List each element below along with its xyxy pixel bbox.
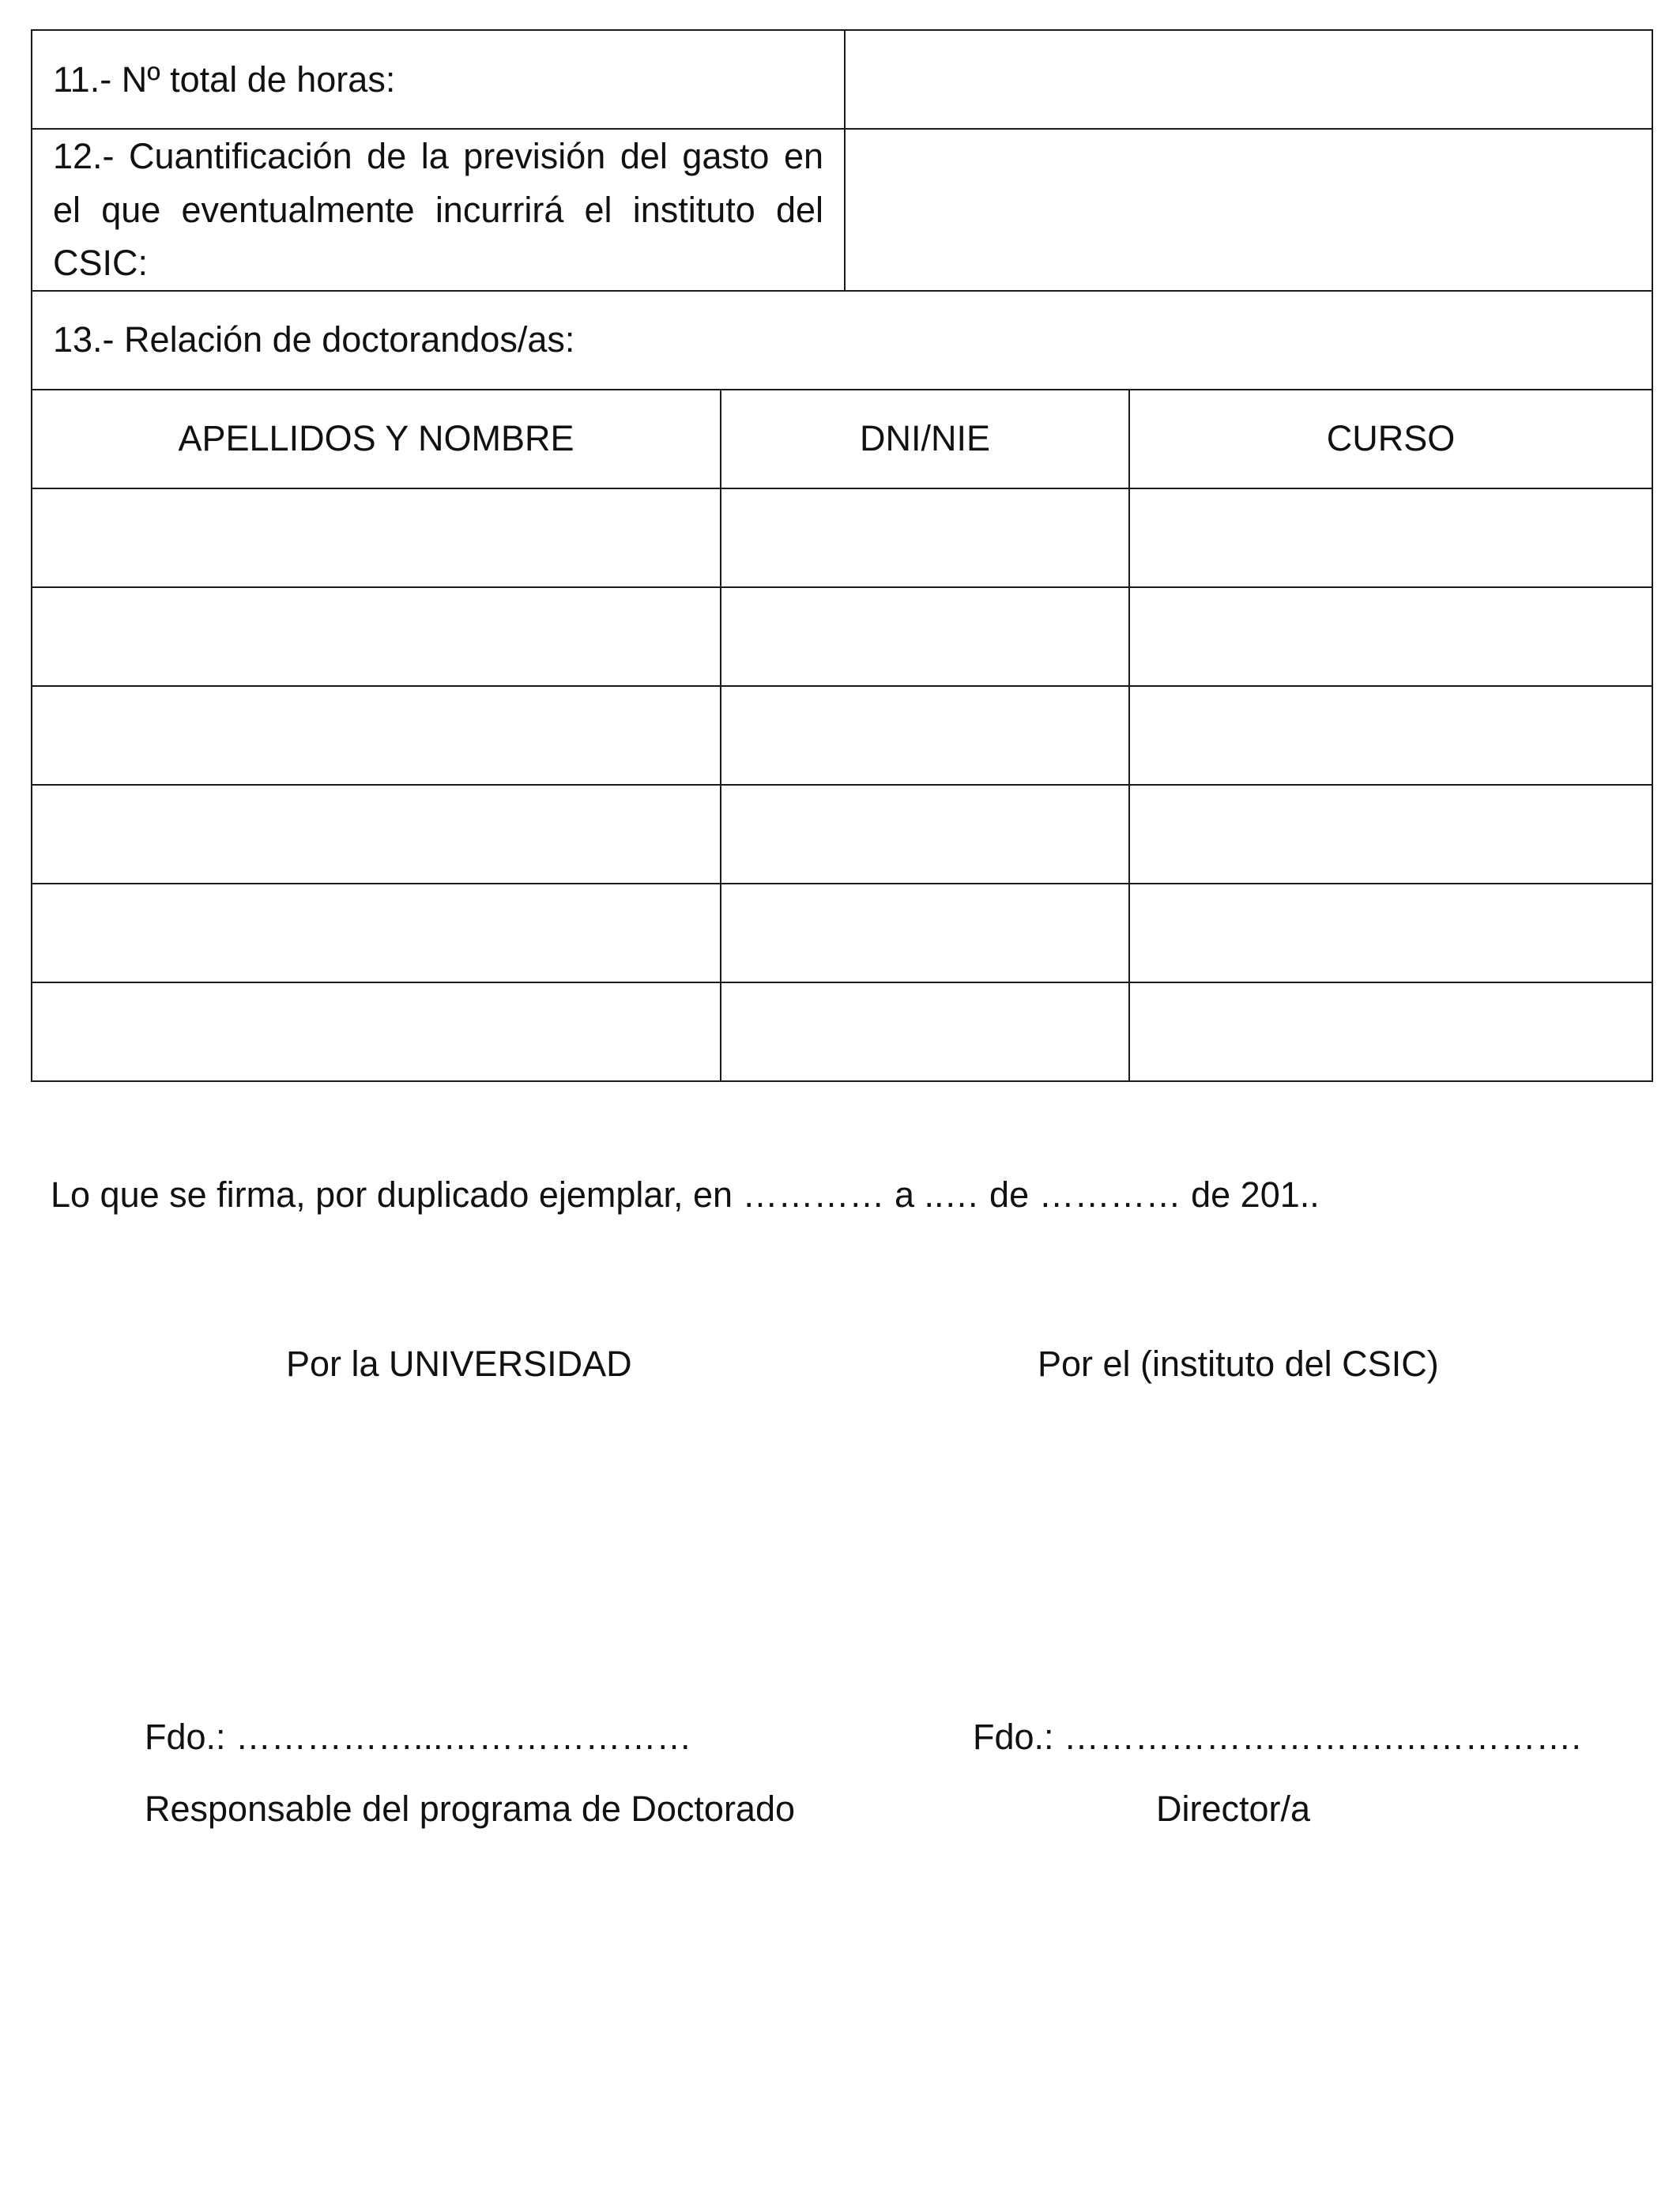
signature-heading-universidad: Por la UNIVERSIDAD — [286, 1344, 632, 1384]
table-row — [32, 884, 1652, 982]
signature-line-instituto: Fdo.: ……………………….……………. — [973, 1717, 1582, 1757]
cell-apellidos[interactable] — [32, 488, 721, 587]
column-header-dni: DNI/NIE — [721, 390, 1129, 488]
item-12-row — [32, 129, 1652, 291]
table-row — [32, 587, 1652, 686]
cell-apellidos[interactable] — [32, 884, 721, 982]
column-header-apellidos: APELLIDOS Y NOMBRE — [32, 390, 721, 488]
table-row — [32, 686, 1652, 785]
signature-heading-instituto: Por el (instituto del CSIC) — [1038, 1344, 1439, 1384]
signer-role-universidad: Responsable del programa de Doctorado — [145, 1789, 796, 1829]
cell-dni[interactable] — [721, 587, 1129, 686]
cell-apellidos[interactable] — [32, 982, 721, 1081]
cell-curso[interactable] — [1129, 785, 1652, 884]
cell-curso[interactable] — [1129, 982, 1652, 1081]
cell-dni[interactable] — [721, 488, 1129, 587]
table-row — [32, 982, 1652, 1081]
item-13-row — [32, 291, 1652, 390]
item-13-label: 13.- Relación de doctorandos/as: — [32, 291, 1652, 390]
table-row — [32, 785, 1652, 884]
item-12-value-field[interactable] — [845, 129, 1652, 291]
cell-dni[interactable] — [721, 785, 1129, 884]
item-12-label: 12.- Cuantificación de la previsión del gasto en el que eventualmente incurrirá el instituto del CSIC: — [32, 129, 845, 291]
signer-role-instituto: Director/a — [1156, 1789, 1311, 1829]
cell-curso[interactable] — [1129, 884, 1652, 982]
cell-curso[interactable] — [1129, 587, 1652, 686]
cell-apellidos[interactable] — [32, 686, 721, 785]
signing-date-line: Lo que se firma, por duplicado ejemplar, en ………… a ..… de ………… de 201.. — [51, 1174, 1320, 1215]
cell-curso[interactable] — [1129, 686, 1652, 785]
cell-dni[interactable] — [721, 686, 1129, 785]
cell-dni[interactable] — [721, 982, 1129, 1081]
item-11-row — [32, 30, 1652, 129]
column-header-curso: CURSO — [1129, 390, 1652, 488]
item-11-label: 11.- Nº total de horas: — [32, 30, 845, 129]
form-table — [31, 29, 1653, 1082]
signature-line-universidad: Fdo.: ……………...………………… — [145, 1717, 692, 1757]
table-row — [32, 488, 1652, 587]
cell-apellidos[interactable] — [32, 785, 721, 884]
table-header-row — [32, 390, 1652, 488]
cell-dni[interactable] — [721, 884, 1129, 982]
item-11-value-field[interactable] — [845, 30, 1652, 129]
cell-apellidos[interactable] — [32, 587, 721, 686]
cell-curso[interactable] — [1129, 488, 1652, 587]
